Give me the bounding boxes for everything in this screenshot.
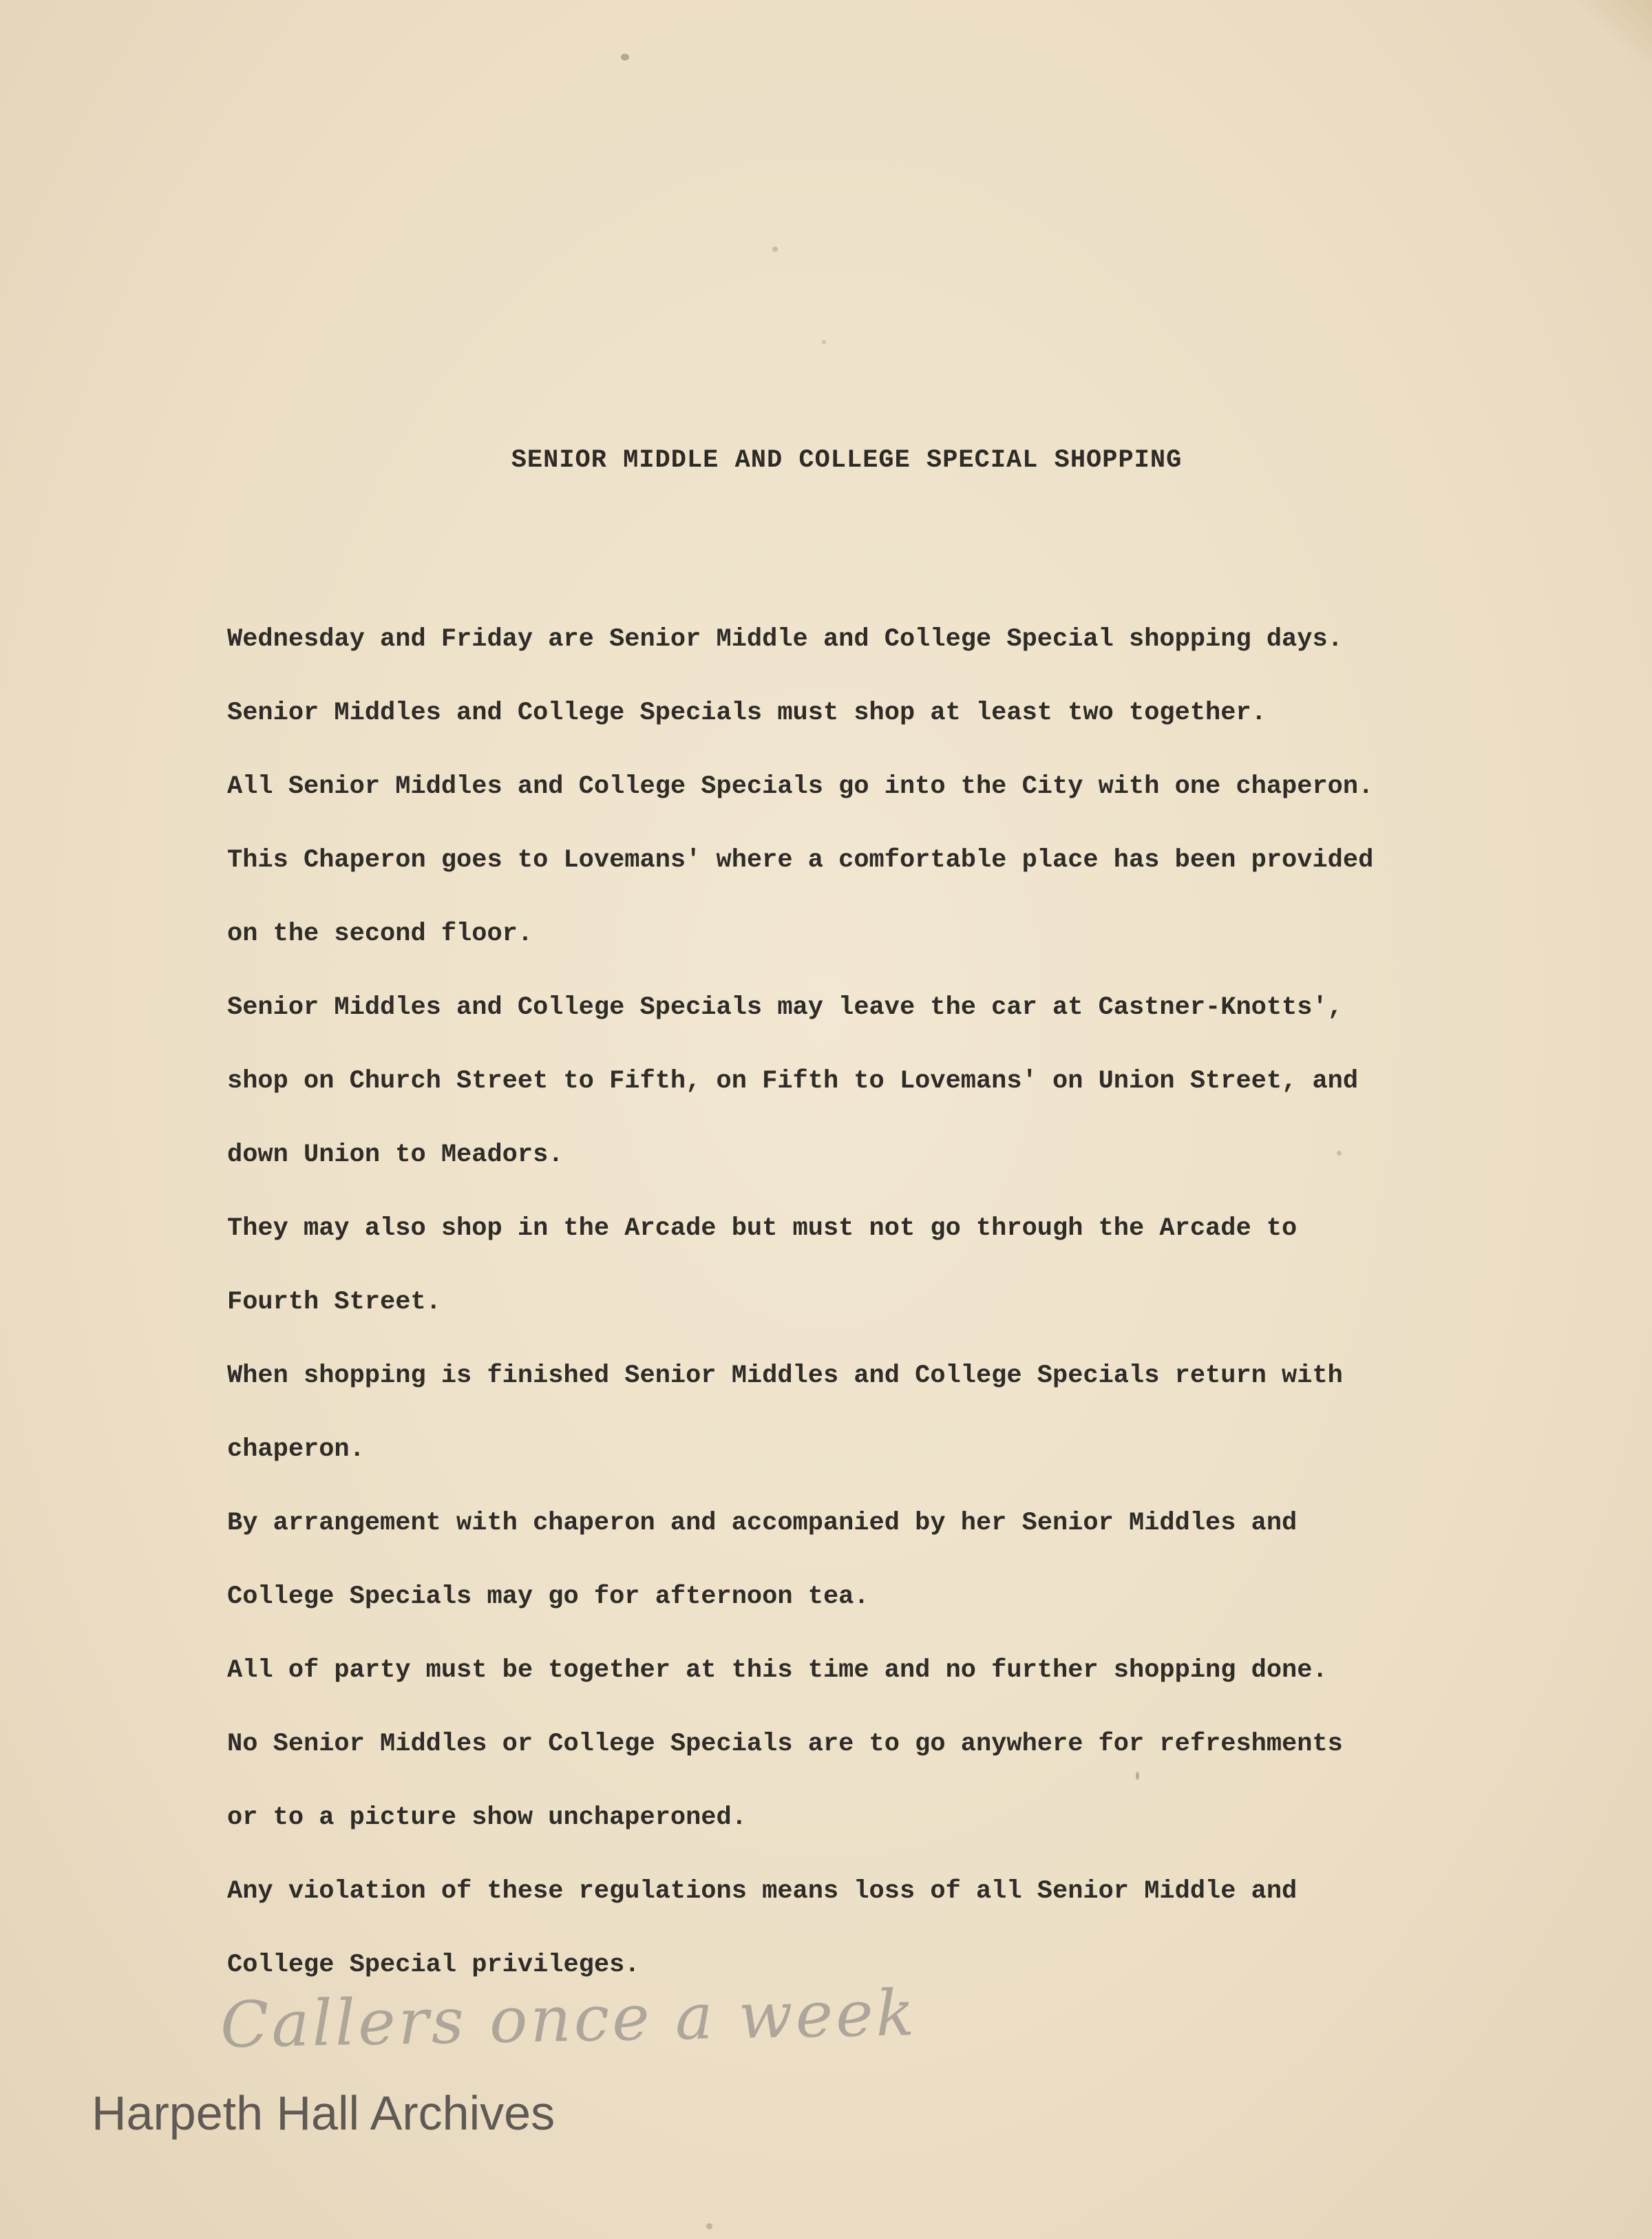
body-line: on the second floor. — [227, 920, 533, 948]
body-line: down Union to Meadors. — [227, 1140, 564, 1169]
body-line: This Chaperon goes to Lovemans' where a comfortable place has been provided — [227, 846, 1374, 875]
body-line: College Special privileges. — [227, 1951, 640, 1980]
document-body — [227, 603, 1535, 2002]
body-line: or to a picture show unchaperoned. — [227, 1803, 747, 1832]
body-line: By arrangement with chaperon and accompanied by her Senior Middles and — [227, 1509, 1298, 1538]
body-line: shop on Church Street to Fifth, on Fifth to Lovemans' on Union Street, and — [227, 1067, 1359, 1096]
body-line: No Senior Middles or College Specials are to go anywhere for refreshments — [227, 1730, 1343, 1759]
body-line: All of party must be together at this time and no further shopping done. — [227, 1656, 1328, 1685]
body-line: They may also shop in the Arcade but must not go through the Arcade to — [227, 1214, 1298, 1243]
paper-corner — [1576, 0, 1652, 62]
paper-speck — [772, 246, 778, 252]
body-line: Senior Middles and College Specials must shop at least two together. — [227, 699, 1267, 728]
body-line: chaperon. — [227, 1435, 365, 1464]
body-line: Wednesday and Friday are Senior Middle and College Special shopping days. — [227, 625, 1343, 654]
paper-speck — [706, 2223, 712, 2229]
body-line: Fourth Street. — [227, 1288, 441, 1317]
body-line: Any violation of these regulations means loss of all Senior Middle and — [227, 1877, 1298, 1906]
paper-speck — [621, 54, 629, 61]
body-line: Senior Middles and College Specials may leave the car at Castner-Knotts', — [227, 993, 1343, 1022]
body-line: When shopping is finished Senior Middles and College Specials return with — [227, 1361, 1343, 1390]
body-line: All Senior Middles and College Specials go into the City with one chaperon. — [227, 772, 1374, 801]
handwritten-note: Callers once a week — [220, 1976, 918, 2062]
document-title: SENIOR MIDDLE AND COLLEGE SPECIAL SHOPPING — [511, 446, 1183, 475]
paper-speck — [822, 340, 826, 344]
body-line: College Specials may go for afternoon tea. — [227, 1582, 869, 1611]
archive-watermark: Harpeth Hall Archives — [92, 2086, 555, 2140]
